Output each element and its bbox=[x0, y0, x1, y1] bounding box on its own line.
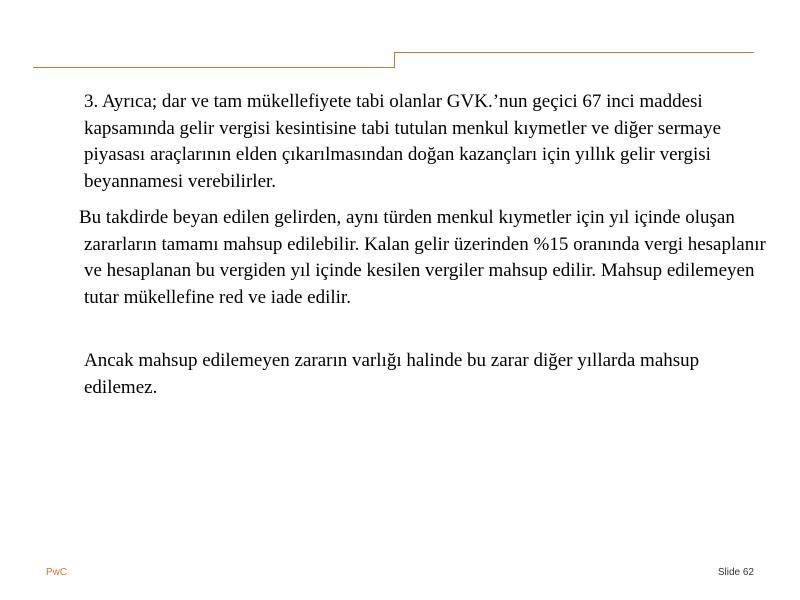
header-rule-right bbox=[394, 52, 754, 53]
header-rule-left bbox=[33, 67, 395, 68]
paragraph-2: Bu takdirde beyan edilen gelirden, aynı türden menkul kıymetler için yıl içinde oluşan zararların tamamı mahsup edilebilir. Kalan gelir üzerinden %15 oranında vergi hesaplanır ve hesaplanan bu vergiden yıl içinde kesilen vergiler mahsup edilir. Mahsup edilemeyen tutar mükellefine red ve iade edilir. bbox=[79, 207, 766, 308]
paragraph-3: Ancak mahsup edilemeyen zararın varlığı halinde bu zarar diğer yıllarda mahsup edilemez. bbox=[84, 350, 700, 398]
footer-brand: PwC bbox=[46, 567, 68, 578]
slide-number: Slide 62 bbox=[717, 567, 754, 578]
header-rule-step bbox=[394, 52, 395, 68]
paragraph-1: 3. Ayrıca; dar ve tam mükellefiyete tabi olanlar GVK.’nun geçici 67 inci maddesi kapsamında gelir vergisi kesintisine tabi tutulan menkul kıymetler ve diğer sermaye piyasası araçlarının elden çıkarılmasından doğan kazançları için yıllık gelir vergisi beyannamesi verebilirler. bbox=[84, 91, 722, 192]
